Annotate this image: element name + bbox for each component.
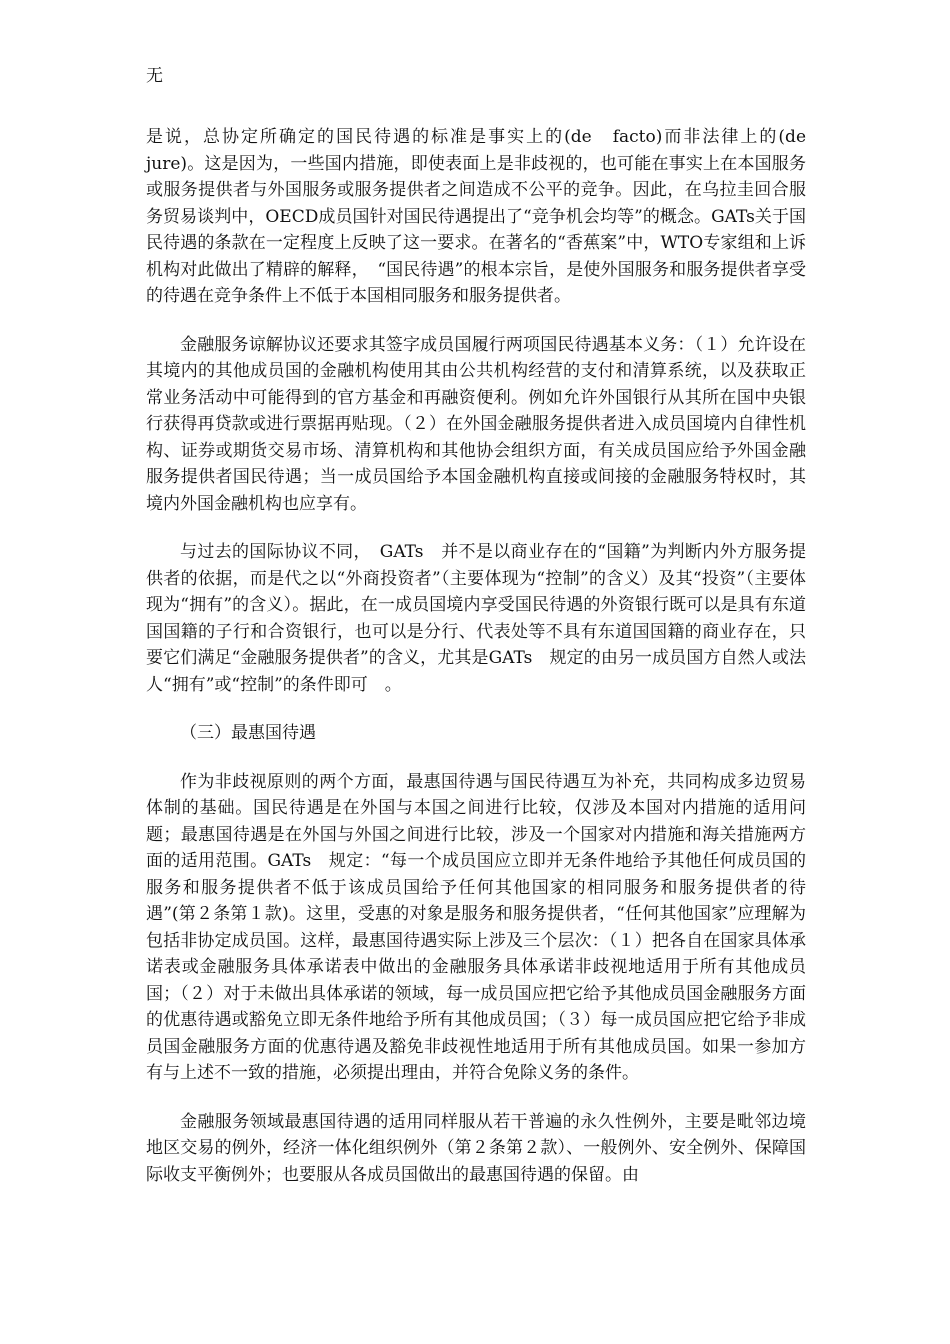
section-heading-mfn: （三）最惠国待遇 [180,723,316,743]
paragraph-mfn-exceptions: 金融服务领域最惠国待遇的适用同样服从若干普遍的永久性例外，主要是毗邻边境地区交易的例外，经济一体化组织例外（第２条第２款）、一般例外、安全例外、保障国际收支平衡例外；也要服从各成员国做出的最惠国待遇的保留。由 [146,1111,806,1185]
paragraph-mfn-principle: 作为非歧视原则的两个方面，最惠国待遇与国民待遇互为补充，共同构成多边贸易体制的基础。国民待遇是在外国与本国之间进行比较，仅涉及本国对内措施的适用问题；最惠国待遇是在外国与外国之间进行比较，涉及一个国家对内措施和海关措施两方面的适用范围。GATs 规定：“每一个成员国应立即并无条件地给予其他任何成员国的服务和服务提供者不低于该成员国给予任何其他国家的相同服务和服务提供者的待遇”(第２条第１款)。这里，受惠的对象是服务和服务提供者，“任何其他国家”应理解为包括非协定成员国。这样，最惠国待遇实际上涉及三个层次：（１）把各自在国家具体承诺表或金融服务具体承诺表中做出的金融服务具体承诺非歧视地适用于所有其他成员国；（２）对于未做出具体承诺的领域，每一成员国应把它给予其他成员国金融服务方面的优惠待遇或豁免立即无条件地给予所有其他成员国；（３）每一成员国应把它给予非成员国金融服务方面的优惠待遇及豁免非歧视性地适用于所有其他成员国。如果一参加方有与上述不一致的措施，必须提出理由，并符合免除义务的条件。 [146,771,806,1083]
document-body [146,124,806,1210]
paragraph-national-treatment-standard: 是说，总协定所确定的国民待遇的标准是事实上的(de facto)而非法律上的(de jure)。这是因为，一些国内措施，即使表面上是非歧视的，也可能在事实上在本国服务或服务提供者与外国服务或服务提供者之间造成不公平的竞争。因此，在乌拉圭回合服务贸易谈判中，OECD成员国针对国民待遇提出了“竞争机会均等”的概念。GATs关于国民待遇的条款在一定程度上反映了这一要求。在著名的“香蕉案”中，WTO专家组和上诉机构对此做出了精辟的解释， “国民待遇”的根本宗旨，是使外国服务和服务提供者享受的待遇在竞争条件上不低于本国相同服务和服务提供者。 [146,127,806,306]
page-header: 无 [146,66,163,86]
paragraph-financial-services-obligations: 金融服务谅解协议还要求其签字成员国履行两项国民待遇基本义务：（１）允许设在其境内的其他成员国的金融机构使用其由公共机构经营的支付和清算系统，以及获取正常业务活动中可能得到的官方基金和再融资便利。例如允许外国银行从其所在国中央银行获得再贷款或进行票据再贴现。（２）在外国金融服务提供者进入成员国境内自律性机构、证券或期货交易市场、清算机构和其他协会组织方面，有关成员国应给予外国金融服务提供者国民待遇；当一成员国给予本国金融机构直接或间接的金融服务特权时，其境内外国金融机构也应享有。 [146,334,806,514]
paragraph-gats-nationality: 与过去的国际协议不同， GATs 并不是以商业存在的“国籍”为判断内外方服务提供者的依据，而是代之以“外商投资者”（主要体现为“控制”的含义）及其“投资”（主要体现为“拥有”的含义）。据此，在一成员国境内享受国民待遇的外资银行既可以是具有东道国国籍的子行和合资银行，也可以是分行、代表处等不具有东道国国籍的商业存在，只要它们满足“金融服务提供者”的含义，尤其是GATs 规定的由另一成员国方自然人或法人“拥有”或“控制”的条件即可 。 [146,542,806,695]
